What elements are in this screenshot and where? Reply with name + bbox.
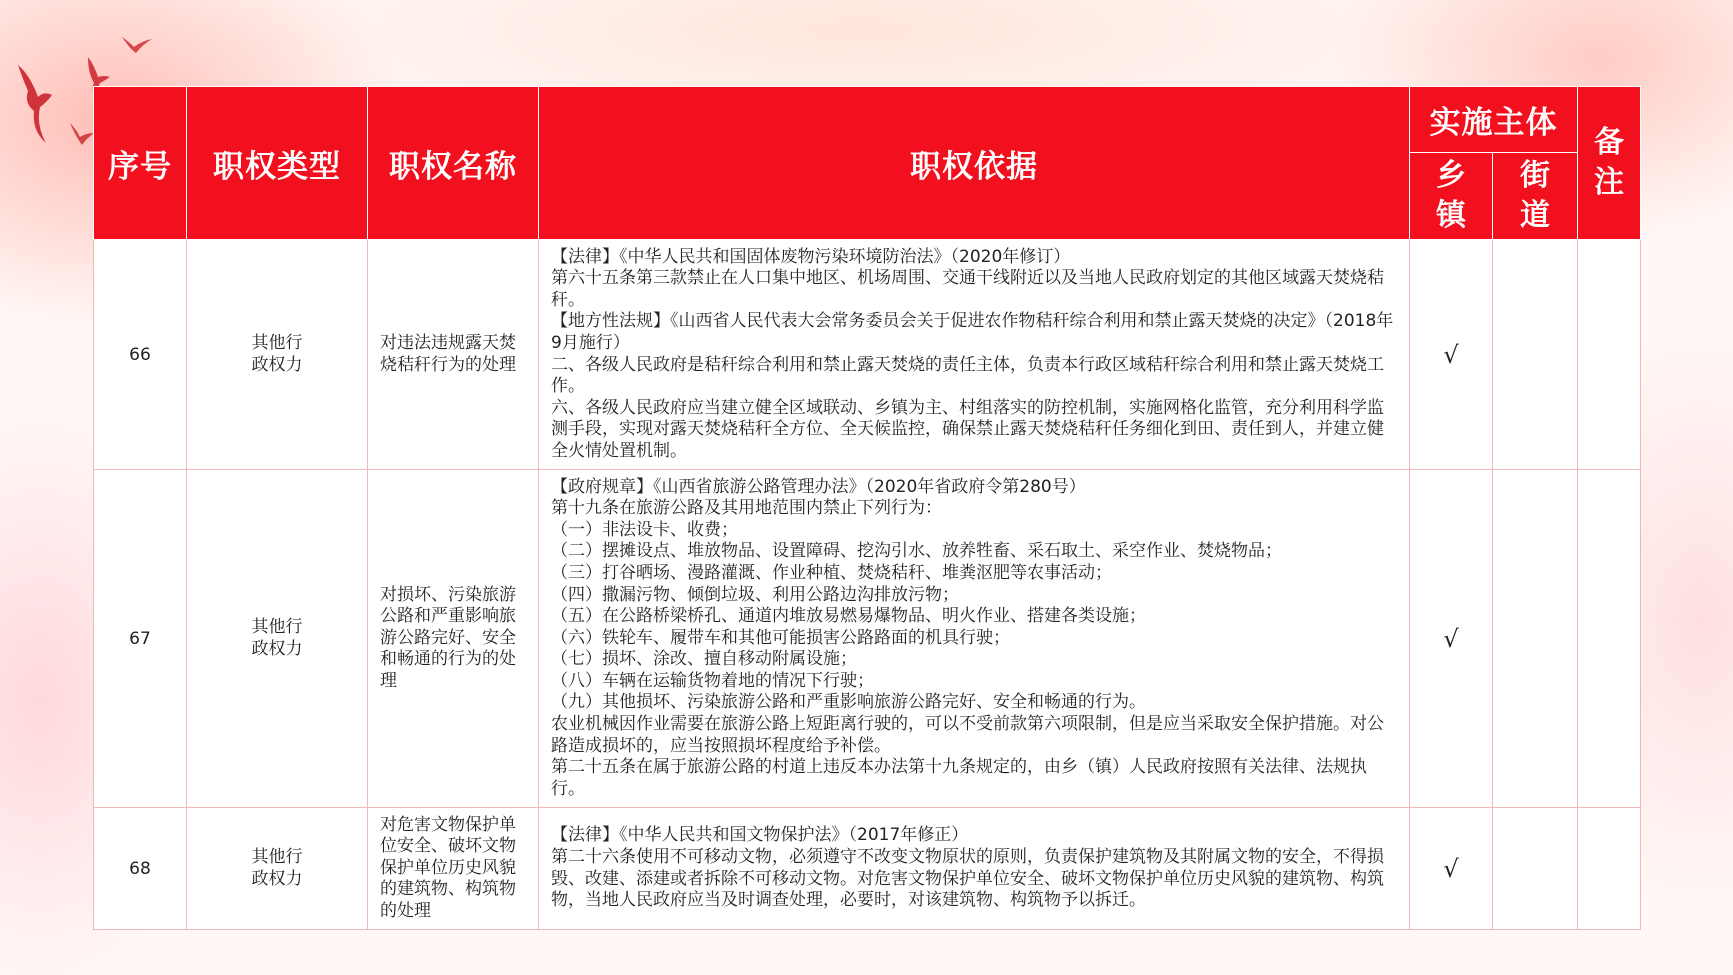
header-remark: 备注	[1578, 87, 1641, 240]
row-basis	[539, 808, 1410, 930]
basis-line: 【法律】《中华人民共和国固体废物污染环境防治法》（2020年修订）	[551, 246, 1071, 267]
basis-line: （一）非法设卡、收费；	[551, 519, 738, 540]
basis-line: （六）铁轮车、履带车和其他可能损害公路路面的机具行驶；	[551, 627, 1010, 648]
basis-line: 【地方性法规】《山西省人民代表大会常务委员会关于促进农作物秸秆综合利用和禁止露天焚烧的决定》（2018年9月施行）	[551, 311, 1394, 353]
row-index: 66	[94, 240, 187, 470]
row-type: 其他行政权力	[187, 240, 368, 470]
basis-line: 第十九条在旅游公路及其用地范围内禁止下列行为：	[551, 498, 942, 519]
header-street: 街道	[1493, 153, 1578, 240]
bird-icon	[70, 123, 94, 145]
row-name: 对危害文物保护单位安全、破坏文物保护单位历史风貌的建筑物、构筑物的处理	[368, 808, 539, 930]
basis-line: 第六十五条第三款禁止在人口集中地区、机场周围、交通干线附近以及当地人民政府划定的其他区域露天焚烧秸秆。	[551, 268, 1384, 310]
row-street	[1493, 470, 1578, 808]
row-township-check: √	[1410, 470, 1493, 808]
table-row	[94, 808, 1641, 930]
basis-line: （九）其他损坏、污染旅游公路和严重影响旅游公路完好、安全和畅通的行为。	[551, 692, 1146, 713]
header-index: 序号	[94, 87, 187, 240]
row-township-check: √	[1410, 240, 1493, 470]
row-name: 对违法违规露天焚烧秸秆行为的处理	[368, 240, 539, 470]
row-index: 67	[94, 470, 187, 808]
table-row	[94, 470, 1641, 808]
row-remark	[1578, 240, 1641, 470]
basis-line: 第二十五条在属于旅游公路的村道上违反本办法第十九条规定的，由乡（镇）人民政府按照有关法律、法规执行。	[551, 757, 1367, 799]
basis-line: （二）摆摊设点、堆放物品、设置障碍、挖沟引水、放养牲畜、采石取土、采空作业、焚烧物品；	[551, 541, 1282, 562]
row-remark	[1578, 808, 1641, 930]
row-township-check: √	[1410, 808, 1493, 930]
table-row	[94, 240, 1641, 470]
row-name: 对损坏、污染旅游公路和严重影响旅游公路完好、安全和畅通的行为的处理	[368, 470, 539, 808]
authority-table	[93, 86, 1641, 930]
basis-line: （五）在公路桥梁桥孔、通道内堆放易燃易爆物品、明火作业、搭建各类设施；	[551, 606, 1146, 627]
header-name: 职权名称	[368, 87, 539, 240]
basis-line: （三）打谷晒场、漫路灌溉、作业种植、焚烧秸秆、堆粪沤肥等农事活动；	[551, 562, 1112, 583]
header-basis: 职权依据	[539, 87, 1410, 240]
basis-line: 【政府规章】《山西省旅游公路管理办法》（2020年省政府令第280号）	[551, 476, 1086, 497]
header-township: 乡镇	[1410, 153, 1493, 240]
row-basis	[539, 470, 1410, 808]
basis-line: （四）撒漏污物、倾倒垃圾、利用公路边沟排放污物；	[551, 584, 959, 605]
row-street	[1493, 808, 1578, 930]
row-index: 68	[94, 808, 187, 930]
header-subject: 实施主体	[1410, 87, 1578, 153]
header-type: 职权类型	[187, 87, 368, 240]
row-street	[1493, 240, 1578, 470]
bird-icon	[122, 37, 152, 53]
basis-line: 二、各级人民政府是秸秆综合利用和禁止露天焚烧的责任主体，负责本行政区域秸秆综合利用和禁止露天焚烧工作。	[551, 354, 1384, 397]
row-remark	[1578, 470, 1641, 808]
basis-line: 第二十六条使用不可移动文物，必须遵守不改变文物原状的原则，负责保护建筑物及其附属文物的安全，不得损毁、改建、添建或者拆除不可移动文物。对危害文物保护单位安全、破坏文物保护单位历史风貌的建筑物、构筑物，当地人民政府应当及时调查处理，必要时，对该建筑物、构筑物予以拆迁。	[551, 846, 1384, 911]
basis-line: 农业机械因作业需要在旅游公路上短距离行驶的，可以不受前款第六项限制，但是应当采取安全保护措施。对公路造成损坏的，应当按照损坏程度给予补偿。	[551, 714, 1384, 756]
row-type: 其他行政权力	[187, 808, 368, 930]
basis-line: 六、各级人民政府应当建立健全区域联动、乡镇为主、村组落实的防控机制，实施网格化监管，充分利用科学监测手段，实现对露天焚烧秸秆全方位、全天候监控，确保禁止露天焚烧秸秆任务细化到田、责任到人，并建立健全火情处置机制。	[551, 397, 1384, 461]
basis-line: 【法律】《中华人民共和国文物保护法》（2017年修正）	[551, 825, 969, 846]
basis-line: （七）损坏、涂改、擅自移动附属设施；	[551, 649, 857, 670]
row-basis	[539, 240, 1410, 470]
bird-icon	[18, 65, 52, 143]
basis-line: （八）车辆在运输货物着地的情况下行驶；	[551, 670, 874, 691]
row-type: 其他行政权力	[187, 470, 368, 808]
